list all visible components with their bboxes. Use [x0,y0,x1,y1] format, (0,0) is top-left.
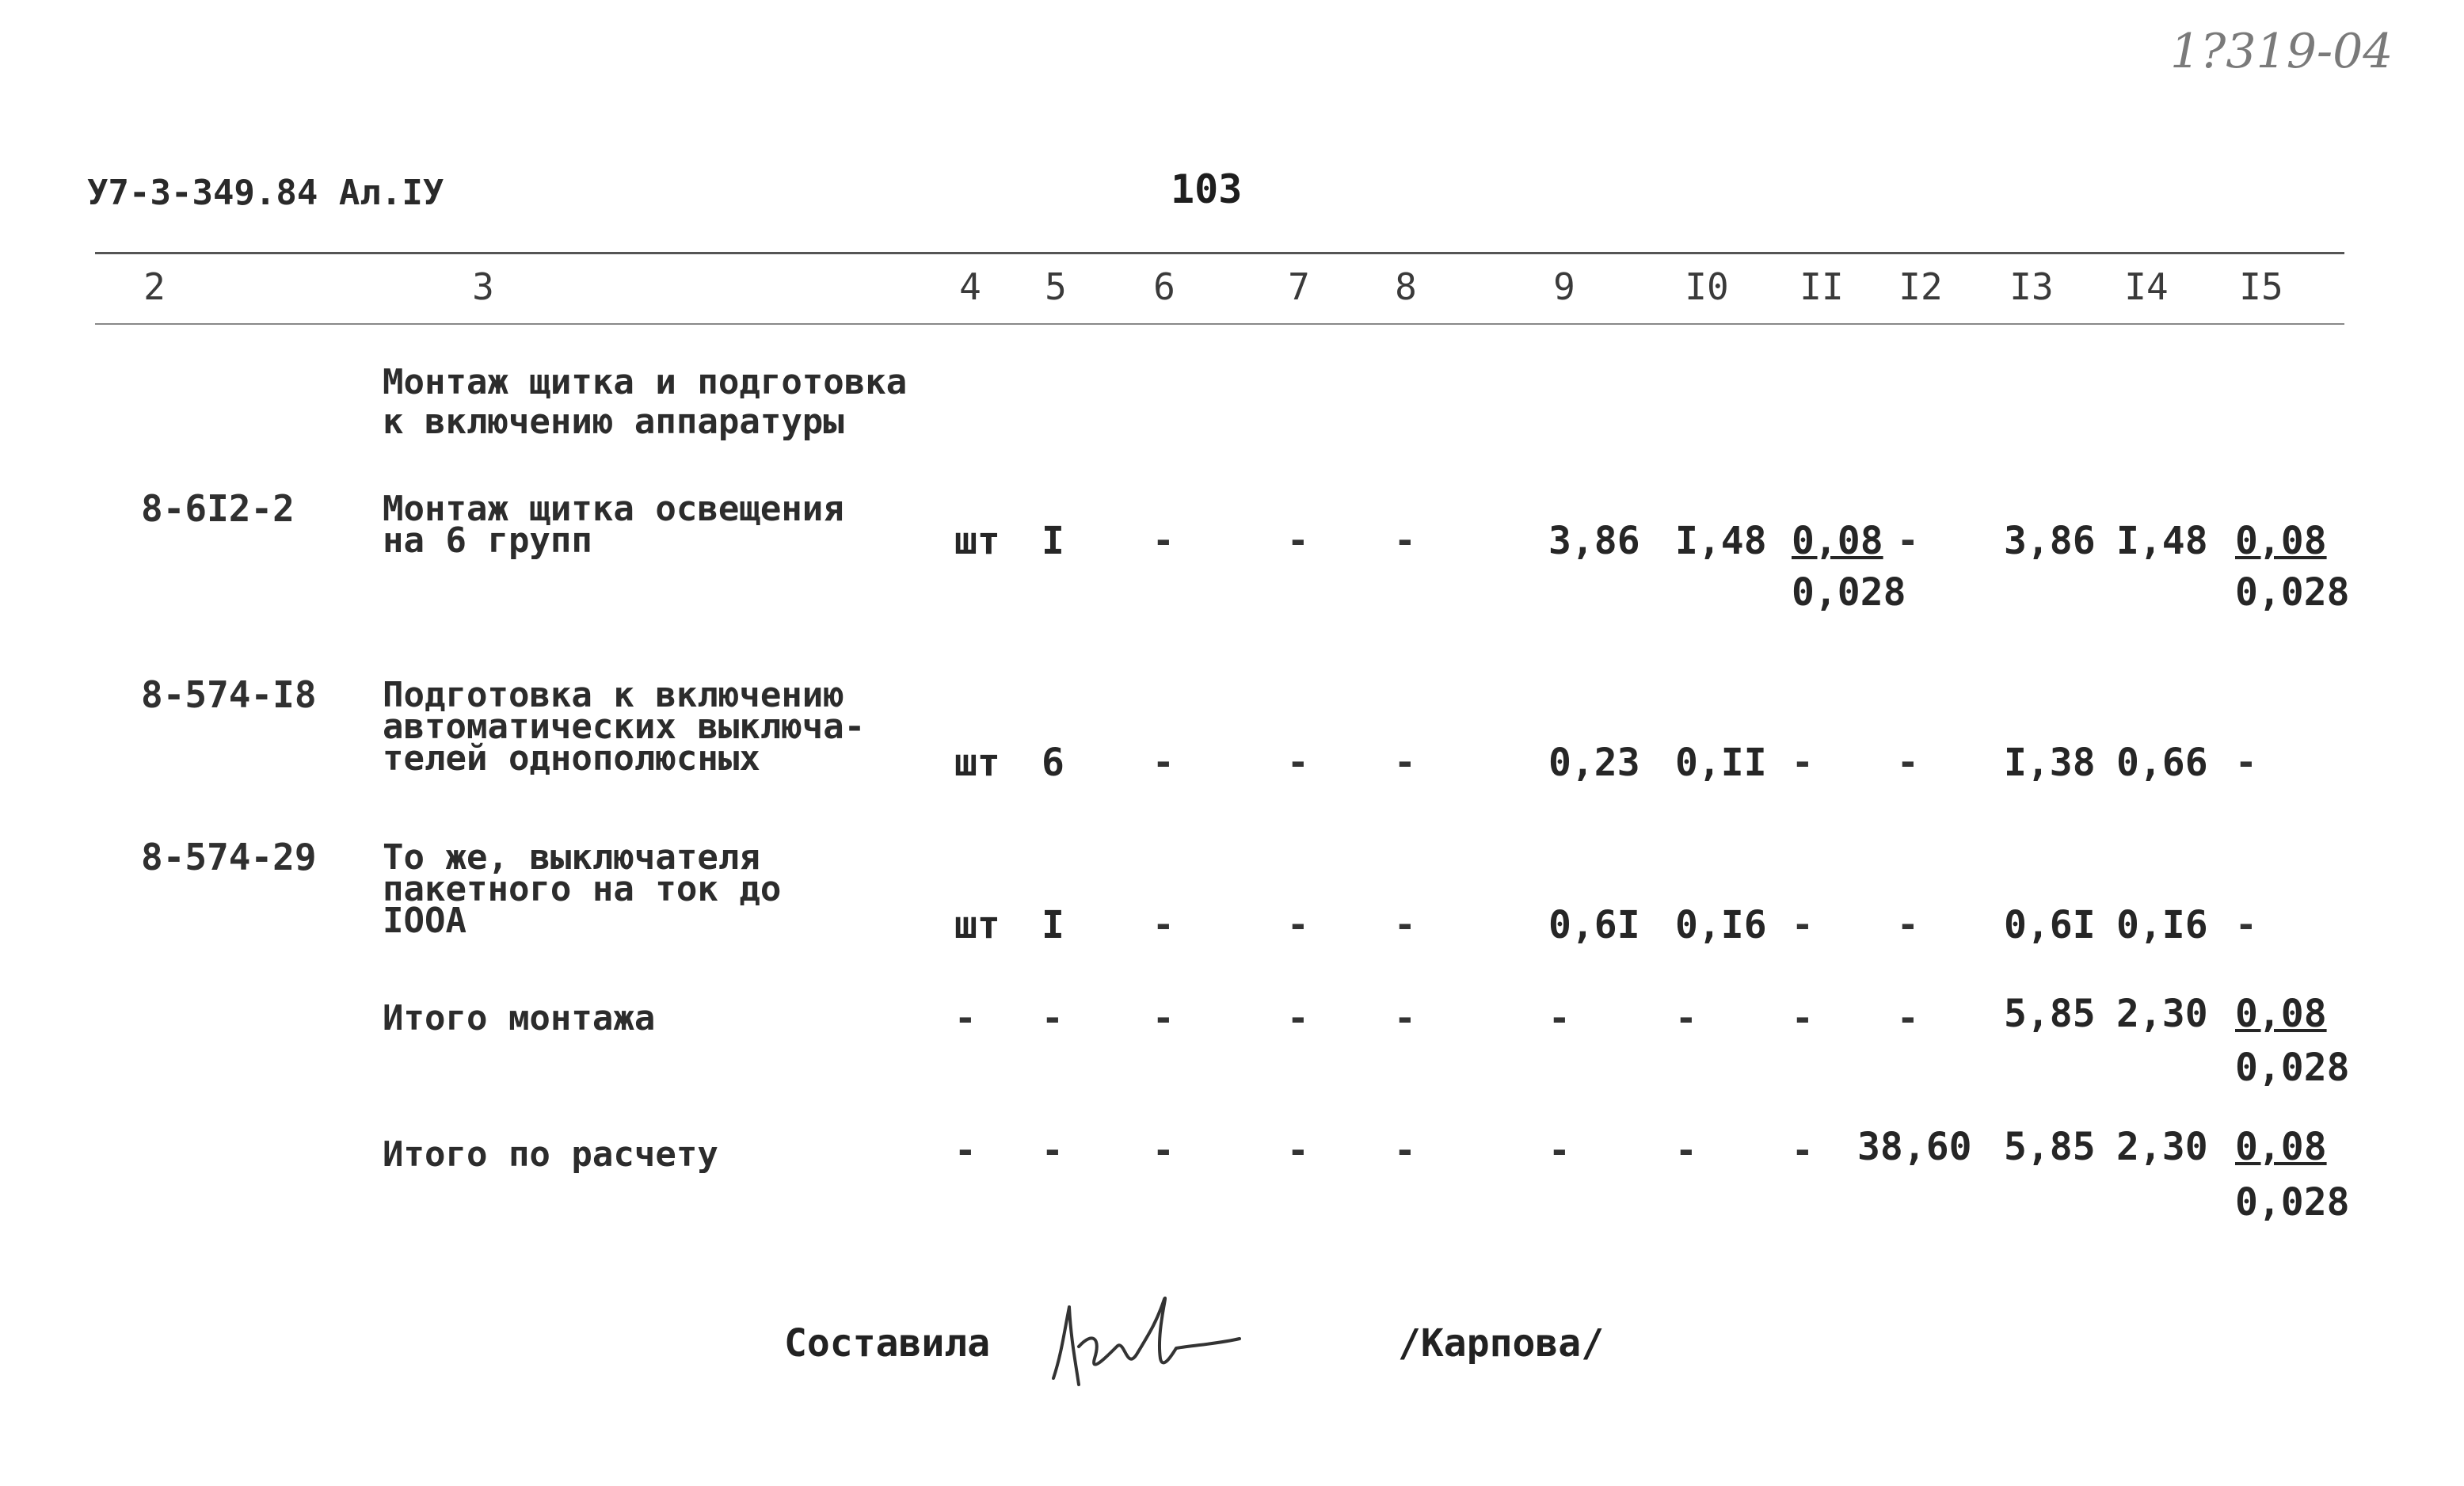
cell-col-8: - [1394,903,1416,946]
header-col-5: 5 [1045,265,1067,308]
row-qty: I [1042,903,1064,947]
cell-col-11: 0,08 [1792,519,1883,563]
cell-col-11-sub: 0,028 [1792,570,1906,615]
row-code: 8-574-29 [141,836,317,878]
cell-col-15: - [2235,741,2257,783]
row-desc-line: автоматических выключа- [383,707,866,747]
header-col-7: 7 [1288,265,1310,308]
cell-col-10: 0,I6 [1675,903,1767,947]
total-calc-col-11: - [1792,1129,1814,1172]
signer-name: /Карпова/ [1398,1321,1605,1366]
cell-col-15-sub: 0,028 [2235,570,2350,615]
cell-col-6: - [1152,741,1175,783]
total-mount-col-10: - [1675,996,1697,1039]
page-number: 103 [1171,166,1243,212]
total-calc-col-15-sub: 0,028 [2235,1180,2350,1225]
header-col-10: I0 [1685,265,1729,308]
header-col-3: 3 [472,265,494,308]
total-calc-col-15: 0,08 [2235,1125,2327,1169]
cell-col-6: - [1152,519,1175,562]
cell-col-10: 0,II [1675,741,1767,785]
cell-col-11: - [1792,903,1814,946]
cell-col-12: - [1897,903,1919,946]
row-desc-line: Подготовка к включению [383,675,844,715]
row-code: 8-574-I8 [141,673,317,716]
total-mount-col-5: - [1042,996,1064,1039]
total-mount-col-6: - [1152,996,1175,1039]
cell-col-9: 0,6I [1548,903,1640,947]
header-col-2: 2 [143,265,166,308]
total-calc-col-4: - [954,1129,977,1172]
cell-col-8: - [1394,741,1416,783]
total-calc-col-7: - [1287,1129,1309,1172]
header-col-9: 9 [1553,265,1575,308]
header-top-rule [95,252,2344,254]
cell-col-7: - [1287,903,1309,946]
cell-col-15: 0,08 [2235,519,2327,563]
cell-col-15: - [2235,903,2257,946]
row-qty: 6 [1042,741,1064,785]
corner-handwritten-note: 1?319-04 [2170,24,2394,79]
row-code: 8-6I2-2 [141,487,295,530]
total-calc-col-8: - [1394,1129,1416,1172]
section-title-line-2: к включению аппаратуры [383,402,844,442]
cell-col-13: 3,86 [2004,519,2096,563]
total-mount-col-13: 5,85 [2004,992,2096,1036]
total-calc-col-9: - [1548,1129,1571,1172]
header-col-13: I3 [2009,265,2054,308]
cell-col-12: - [1897,519,1919,562]
total-calc-col-14: 2,30 [2116,1125,2208,1169]
header-col-14: I4 [2124,265,2169,308]
header-col-6: 6 [1153,265,1175,308]
total-calc-label: Итого по расчету [383,1134,718,1175]
cell-col-11: - [1792,741,1814,783]
row-desc-line: пакетного на ток до [383,869,782,909]
cell-col-13: 0,6I [2004,903,2096,947]
total-calc-col-13: 5,85 [2004,1125,2096,1169]
header-col-12: I2 [1898,265,1943,308]
total-calc-col-5: - [1042,1129,1064,1172]
total-mount-col-4: - [954,996,977,1039]
cell-col-13: I,38 [2004,741,2096,785]
row-desc-line: телей однополюсных [383,738,760,779]
cell-col-9: 3,86 [1548,519,1640,563]
cell-col-14: 0,I6 [2116,903,2208,947]
row-qty: I [1042,519,1064,563]
cell-col-7: - [1287,741,1309,783]
cell-col-7: - [1287,519,1309,562]
row-unit: шт [954,741,1000,785]
total-mount-col-11: - [1792,996,1814,1039]
row-unit: шт [954,903,1000,947]
cell-col-6: - [1152,903,1175,946]
total-mount-col-8: - [1394,996,1416,1039]
cell-col-9: 0,23 [1548,741,1640,785]
handwritten-signature [1038,1283,1259,1402]
total-mount-col-7: - [1287,996,1309,1039]
row-desc-line: То же, выключателя [383,837,760,878]
cell-col-8: - [1394,519,1416,562]
total-mount-col-9: - [1548,996,1571,1039]
cell-col-10: I,48 [1675,519,1767,563]
total-mount-label: Итого монтажа [383,998,656,1038]
total-mount-col-14: 2,30 [2116,992,2208,1036]
cell-col-14: 0,66 [2116,741,2208,785]
total-calc-col-6: - [1152,1129,1175,1172]
header-col-15: I5 [2239,265,2283,308]
total-calc-col-12: 38,60 [1857,1125,1972,1169]
total-mount-col-12: - [1897,996,1919,1039]
row-desc-line: IООА [383,901,467,941]
total-calc-col-10: - [1675,1129,1697,1172]
cell-col-14: I,48 [2116,519,2208,563]
header-col-11: II [1799,265,1844,308]
header-col-8: 8 [1395,265,1417,308]
document-code: У7-3-349.84 Ал.IУ [87,173,444,213]
cell-col-12: - [1897,741,1919,783]
signature-label: Составила [784,1321,991,1366]
header-bottom-rule [95,323,2344,325]
header-col-4: 4 [959,265,981,308]
row-desc-line: на 6 групп [383,520,592,561]
row-unit: шт [954,519,1000,563]
total-mount-col-15-sub: 0,028 [2235,1046,2350,1090]
section-title-line-1: Монтаж щитка и подготовка [383,362,908,402]
total-mount-col-15: 0,08 [2235,992,2327,1036]
row-desc-line: Монтаж щитка освещения [383,489,844,529]
